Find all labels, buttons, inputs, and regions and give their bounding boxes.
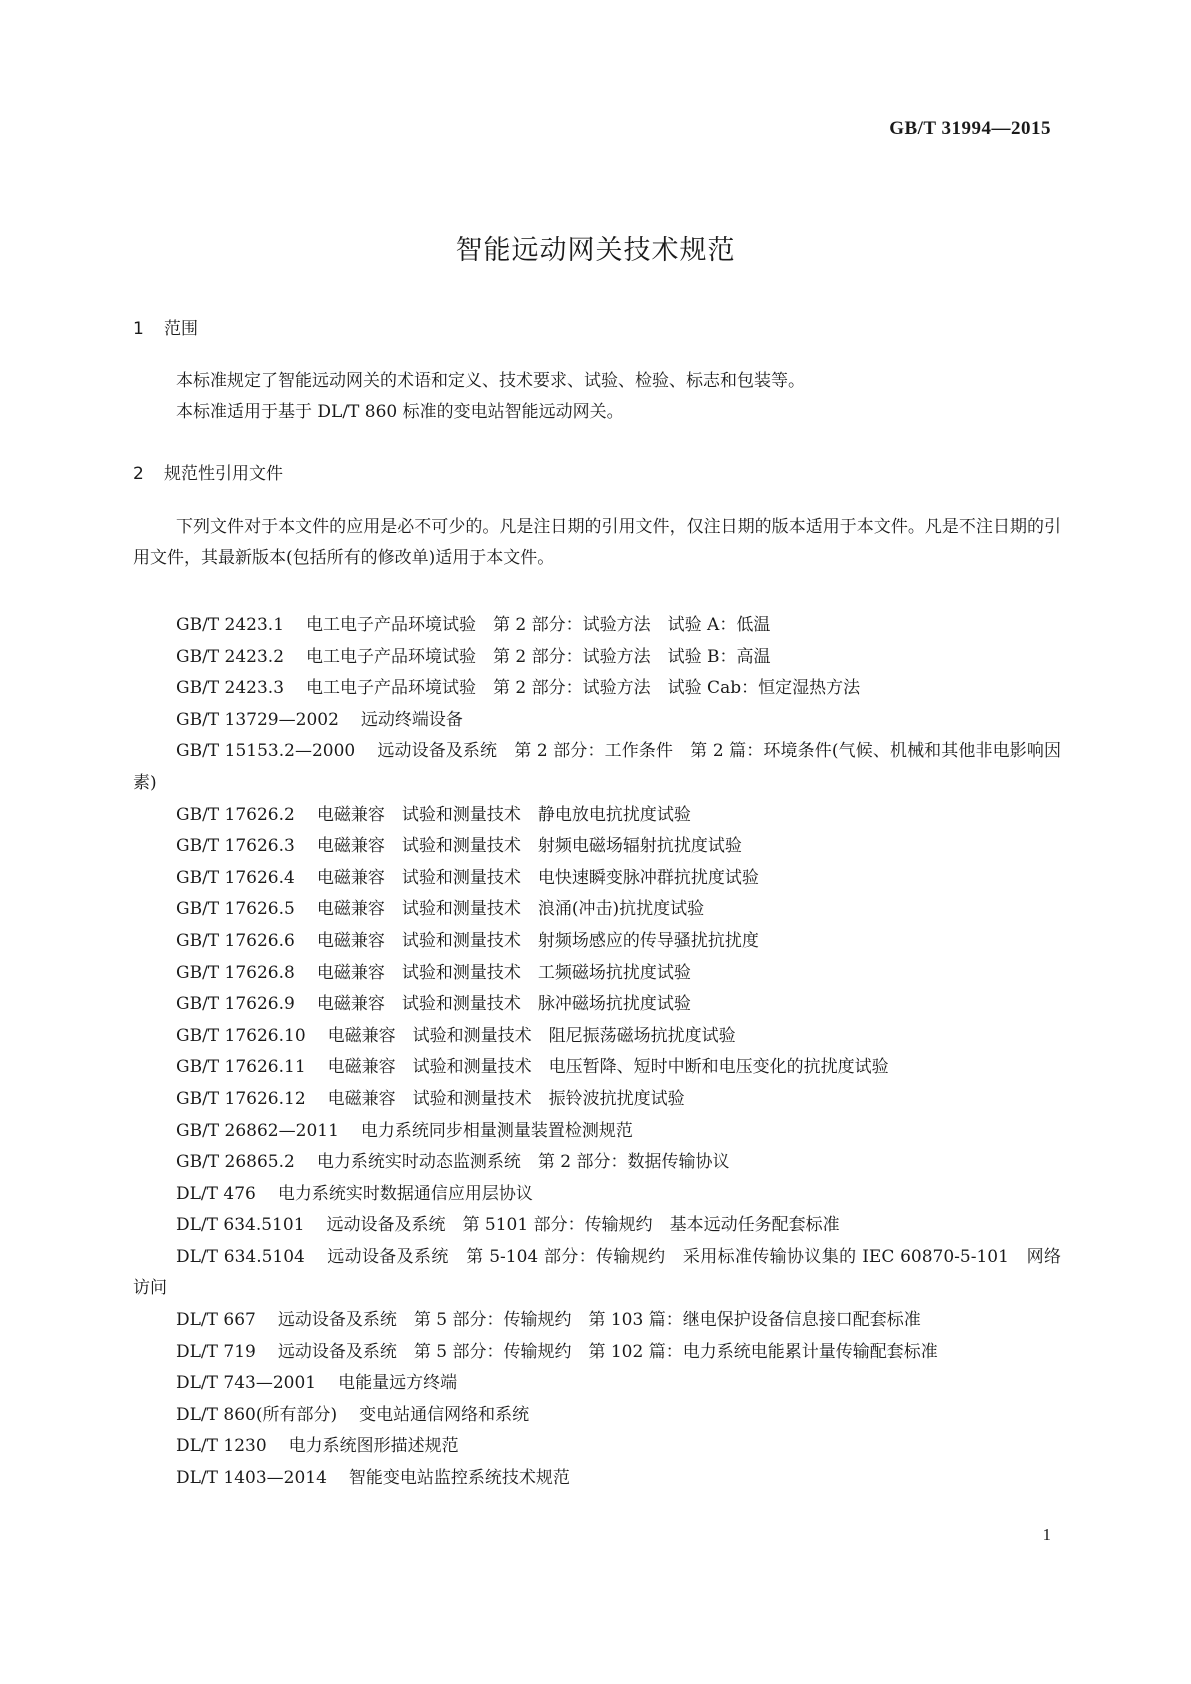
reference-title: 电磁兼容 试验和测量技术 射频场感应的传导骚扰抗扰度	[316, 930, 759, 951]
reference-item	[133, 1116, 1061, 1148]
reference-title: 电磁兼容 试验和测量技术 阻尼振荡磁场抗扰度试验	[327, 1025, 736, 1046]
reference-title: 远动终端设备	[360, 709, 463, 730]
reference-title: 远动设备及系统 第 5101 部分：传输规约 基本远动任务配套标准	[326, 1215, 840, 1236]
reference-code: DL/T 476	[176, 1183, 256, 1204]
standard-number: GB/T 31994—2015	[889, 118, 1051, 139]
reference-title: 远动设备及系统 第 5 部分：传输规约 第 103 篇：继电保护设备信息接口配套标准	[277, 1310, 921, 1331]
reference-code: DL/T 743—2001	[176, 1373, 317, 1394]
reference-title: 智能变电站监控系统技术规范	[348, 1468, 570, 1489]
reference-code: GB/T 17626.8	[176, 962, 295, 983]
reference-title: 电磁兼容 试验和测量技术 静电放电抗扰度试验	[316, 804, 691, 825]
reference-code: GB/T 17626.5	[176, 899, 295, 920]
reference-title: 变电站通信网络和系统	[359, 1404, 530, 1425]
reference-title: 电磁兼容 试验和测量技术 射频电磁场辐射抗扰度试验	[316, 836, 742, 857]
reference-code: GB/T 17626.2	[176, 804, 295, 825]
reference-code: GB/T 17626.3	[176, 836, 295, 857]
reference-item	[133, 1021, 1061, 1053]
reference-code: DL/T 1230	[176, 1436, 267, 1457]
reference-item	[133, 1147, 1061, 1179]
scope-paragraph-2: 本标准适用于基于 DL/T 860 标准的变电站智能远动网关。	[176, 402, 624, 422]
reference-item	[133, 958, 1061, 990]
reference-title: 远动设备及系统 第 2 部分：工作条件 第 2 篇：环境条件(气候、机械和其他非电影响因素)	[133, 741, 1061, 793]
reference-title: 电工电子产品环境试验 第 2 部分：试验方法 试验 A：低温	[306, 615, 771, 635]
reference-code: DL/T 1403—2014	[176, 1468, 327, 1489]
reference-code: GB/T 17626.6	[176, 930, 295, 951]
reference-item	[133, 1431, 1061, 1463]
reference-title: 远动设备及系统 第 5 部分：传输规约 第 102 篇：电力系统电能累计量传输配套标准	[277, 1341, 938, 1362]
reference-item	[133, 863, 1061, 895]
reference-item	[133, 673, 1061, 705]
section-2-title: 规范性引用文件	[164, 464, 283, 484]
reference-item	[133, 705, 1061, 737]
reference-title: 电力系统实时数据通信应用层协议	[277, 1183, 533, 1204]
reference-code: GB/T 13729—2002	[176, 709, 339, 730]
reference-item	[133, 1337, 1061, 1369]
reference-code: GB/T 17626.4	[176, 867, 295, 888]
section-2-heading	[133, 459, 283, 484]
reference-item	[133, 642, 1061, 674]
section-2-number: 2	[133, 464, 144, 484]
reference-item	[133, 1210, 1061, 1242]
reference-title: 电磁兼容 试验和测量技术 脉冲磁场抗扰度试验	[316, 994, 691, 1015]
reference-item	[133, 1463, 1061, 1495]
section-1-number: 1	[133, 319, 144, 339]
reference-item	[133, 1179, 1061, 1211]
reference-title: 电力系统实时动态监测系统 第 2 部分：数据传输协议	[316, 1152, 730, 1173]
reference-code: GB/T 26865.2	[176, 1152, 295, 1173]
reference-item	[133, 1368, 1061, 1400]
scope-paragraph-1: 本标准规定了智能远动网关的术语和定义、技术要求、试验、检验、标志和包装等。	[176, 371, 805, 391]
reference-title: 电工电子产品环境试验 第 2 部分：试验方法 试验 Cab：恒定湿热方法	[306, 678, 861, 699]
reference-code: GB/T 2423.3	[176, 678, 285, 699]
reference-title: 电力系统图形描述规范	[288, 1436, 459, 1457]
reference-code: DL/T 719	[176, 1341, 256, 1362]
page-number: 1	[1042, 1525, 1051, 1544]
reference-title: 电工电子产品环境试验 第 2 部分：试验方法 试验 B：高温	[306, 646, 771, 667]
reference-item	[133, 1305, 1061, 1337]
reference-code: DL/T 860(所有部分)	[176, 1404, 338, 1425]
reference-list	[133, 610, 1061, 1495]
reference-title: 电磁兼容 试验和测量技术 电快速瞬变脉冲群抗扰度试验	[316, 867, 759, 888]
reference-item	[133, 1052, 1061, 1084]
reference-code: DL/T 634.5104	[176, 1246, 305, 1267]
reference-title: 电磁兼容 试验和测量技术 振铃波抗扰度试验	[327, 1088, 685, 1109]
reference-item	[133, 1084, 1061, 1116]
document-title: 智能远动网关技术规范	[455, 235, 736, 266]
reference-item	[133, 831, 1061, 863]
reference-item	[133, 610, 1061, 642]
reference-code: GB/T 17626.11	[176, 1057, 306, 1078]
reference-title: 电能量远方终端	[338, 1373, 458, 1394]
references-intro: 下列文件对于本文件的应用是必不可少的。凡是注日期的引用文件，仅注日期的版本适用于本文件。凡是不注日期的引用文件，其最新版本(包括所有的修改单)适用于本文件。	[133, 517, 1061, 568]
section-1-heading	[133, 314, 198, 339]
reference-code: GB/T 2423.1	[176, 615, 285, 635]
reference-item	[133, 736, 1061, 799]
reference-item	[133, 894, 1061, 926]
reference-code: GB/T 17626.9	[176, 994, 295, 1015]
reference-code: DL/T 634.5101	[176, 1215, 305, 1236]
section-1-title: 范围	[164, 319, 198, 339]
reference-title: 电磁兼容 试验和测量技术 电压暂降、短时中断和电压变化的抗扰度试验	[327, 1057, 889, 1078]
reference-code: GB/T 26862—2011	[176, 1120, 339, 1141]
reference-title: 电磁兼容 试验和测量技术 工频磁场抗扰度试验	[316, 962, 691, 983]
reference-item	[133, 1242, 1061, 1305]
reference-code: GB/T 17626.12	[176, 1088, 306, 1109]
reference-item	[133, 989, 1061, 1021]
reference-code: DL/T 667	[176, 1310, 256, 1331]
reference-title: 电力系统同步相量测量装置检测规范	[360, 1120, 633, 1141]
reference-code: GB/T 17626.10	[176, 1025, 306, 1046]
reference-item	[133, 926, 1061, 958]
reference-code: GB/T 15153.2—2000	[176, 741, 356, 762]
reference-item	[133, 1400, 1061, 1432]
reference-code: GB/T 2423.2	[176, 646, 285, 667]
reference-item	[133, 800, 1061, 832]
reference-title: 远动设备及系统 第 5-104 部分：传输规约 采用标准传输协议集的 IEC 60870-5-101 网络访问	[133, 1246, 1061, 1299]
reference-title: 电磁兼容 试验和测量技术 浪涌(冲击)抗扰度试验	[316, 899, 705, 920]
